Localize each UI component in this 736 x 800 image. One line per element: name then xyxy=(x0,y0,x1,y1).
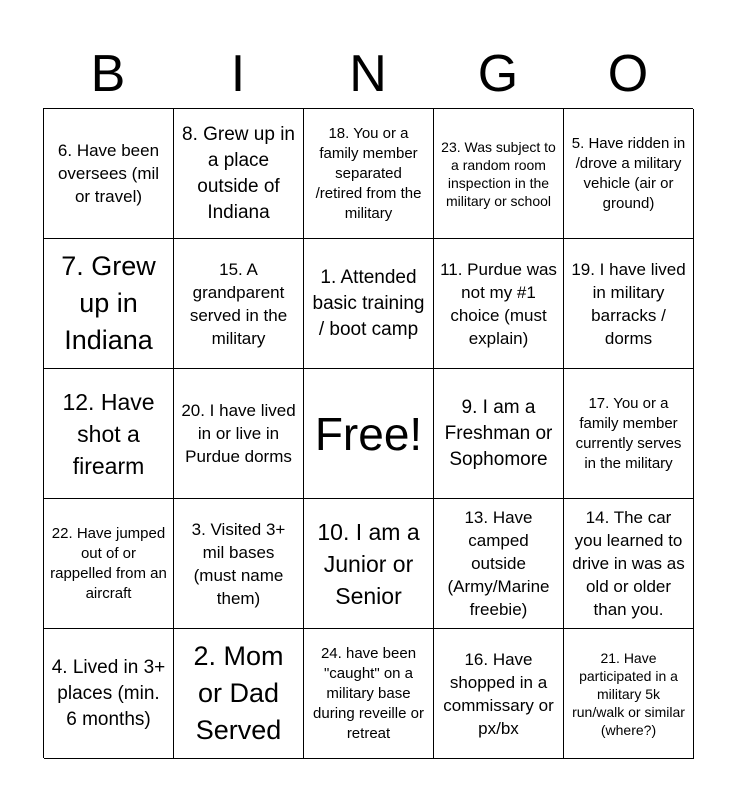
cell-text: 23. Was subject to a random room inspection in the military or school xyxy=(441,138,556,209)
bingo-cell[interactable] xyxy=(564,629,694,759)
cell-text: 7. Grew up in Indiana xyxy=(61,251,156,355)
cell-text: 11. Purdue was not my #1 choice (must explain) xyxy=(440,259,557,348)
bingo-cell[interactable] xyxy=(174,109,304,239)
bingo-cell[interactable] xyxy=(304,239,434,369)
bingo-cell[interactable] xyxy=(44,499,174,629)
cell-text: 13. Have camped outside (Army/Marine freebie) xyxy=(447,508,550,619)
bingo-cell[interactable] xyxy=(564,499,694,629)
bingo-cell[interactable] xyxy=(44,629,174,759)
cell-text: 24. have been "caught" on a military base during reveille or retreat xyxy=(313,644,424,742)
bingo-cell[interactable] xyxy=(304,499,434,629)
bingo-cell[interactable] xyxy=(44,239,174,369)
header-letter-g: G xyxy=(477,45,519,103)
bingo-cell[interactable] xyxy=(304,109,434,239)
header-letter-n: N xyxy=(349,45,387,103)
cell-text: 19. I have lived in military barracks / dorms xyxy=(571,259,686,348)
bingo-cell[interactable] xyxy=(434,109,564,239)
header-letter-i: I xyxy=(230,45,246,103)
free-space-text: Free! xyxy=(314,407,423,460)
cell-text: 2. Mom or Dad Served xyxy=(193,641,284,745)
bingo-cell[interactable] xyxy=(174,629,304,759)
header-letter-o: O xyxy=(607,45,649,103)
cell-text: 5. Have ridden in /drove a military vehicle (air or ground) xyxy=(571,134,686,212)
bingo-cell[interactable] xyxy=(434,369,564,499)
free-space-cell[interactable] xyxy=(304,369,434,499)
bingo-cell[interactable] xyxy=(434,499,564,629)
cell-text: 16. Have shopped in a commissary or px/bx xyxy=(443,649,554,738)
cell-text: 14. The car you learned to drive in was as old or older than you. xyxy=(572,508,685,619)
cell-text: 22. Have jumped out of or rappelled from an aircraft xyxy=(50,524,167,602)
bingo-cell[interactable] xyxy=(44,109,174,239)
cell-text: 15. A grandparent served in the military xyxy=(189,259,288,348)
cell-text: 1. Attended basic training / boot camp xyxy=(312,266,425,340)
bingo-cell[interactable] xyxy=(434,239,564,369)
cell-text: 20. I have lived in or live in Purdue dorms xyxy=(181,401,296,466)
cell-text: 18. You or a family member separated /retired from the military xyxy=(315,124,422,222)
bingo-board xyxy=(43,108,693,758)
cell-text: 17. You or a family member currently serves in the military xyxy=(575,394,682,472)
bingo-cell[interactable] xyxy=(564,369,694,499)
bingo-header xyxy=(43,40,693,108)
cell-text: 10. I am a Junior or Senior xyxy=(317,518,420,609)
cell-text: 4. Lived in 3+ places (min. 6 months) xyxy=(51,656,166,730)
bingo-cell[interactable] xyxy=(174,239,304,369)
bingo-cell[interactable] xyxy=(174,499,304,629)
bingo-cell[interactable] xyxy=(564,109,694,239)
bingo-cell[interactable] xyxy=(434,629,564,759)
cell-text: 9. I am a Freshman or Sophomore xyxy=(444,396,553,470)
cell-text: 8. Grew up in a place outside of Indiana xyxy=(182,123,295,223)
bingo-cell[interactable] xyxy=(174,369,304,499)
cell-text: 12. Have shot a firearm xyxy=(62,388,155,479)
bingo-cell[interactable] xyxy=(44,369,174,499)
bingo-cell[interactable] xyxy=(304,629,434,759)
bingo-cell[interactable] xyxy=(564,239,694,369)
cell-text: 3. Visited 3+ mil bases (must name them) xyxy=(191,519,286,608)
header-letter-b: B xyxy=(90,45,126,103)
cell-text: 6. Have been oversees (mil or travel) xyxy=(57,141,160,206)
cell-text: 21. Have participated in a military 5k run/walk or similar (where?) xyxy=(572,649,685,738)
